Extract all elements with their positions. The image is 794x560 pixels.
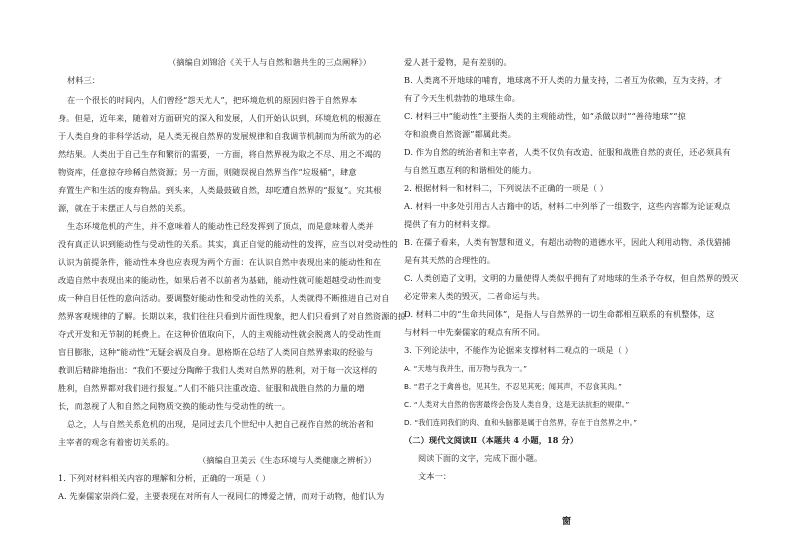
question-1-option-b: B. 人类离不开地球的哺育，地球离不开人类的力量支持，二者互为依赖，互为支持，才 [404,75,723,85]
text-line: 长，而忽视了人和自然之间物质交换的能动性与受动性的统一。 [58,401,291,411]
text-one-label: 文本一： [418,471,452,481]
text-line: 教训后精辟地指出：“我们不要过分陶醉于我们人类对自然界的胜利，对于每一次这样的 [58,365,378,375]
text-line: 有了今天生机勃勃的地球生命。 [404,93,521,103]
text-line: 源，就在于未摆正人与自然的关系。 [58,203,191,213]
question-2-option-d: D. 材料二中的“生命共同体”，是指人与自然界的一切生命都相互联系的有机整体，这 [404,309,715,319]
section-heading-reading-2: （二）现代文阅读Ⅱ（本题共 4 小题，18 分） [404,435,579,445]
question-1-option-a: A. 先秦儒家崇尚仁爱，主要表现在对所有人一视同仁的博爱之情，而对于动物，他们认为 [58,491,385,501]
text-line: 身。但是，近年来，随着对方面研究的深入和发展，人们开始认识到，环境危机的根源在 [58,113,382,123]
text-line: 弃置生产和生活的废弃物品。到头来，人类最鼓破自然，却吃遭自然界的“报复”。究其根 [58,185,382,195]
text-line: 主宰者的观念有着密切关系的。 [58,437,175,447]
text-line: 胜利，自然界都对我们进行报复。”人们不能只注重改造、征服和战胜自然的力量的增 [58,383,365,393]
text-line: 然结果。人类出于自己生存和繁衍的需要，一方面，将自然界视为取之不尽、用之不竭的 [58,149,382,159]
text-line: 夺和浪费自然资源”都属此类。 [404,129,517,139]
text-line: 与材料一中先秦儒家的观点有所不同。 [404,327,545,337]
question-2-option-c: C. 人类创造了文明，文明的力量使得人类似乎拥有了对地球的生杀予夺权，但自然界的毁灭 [404,273,739,283]
question-1-option-d: D. 作为自然的统治者和主宰者，人类不仅负有改造、征服和战胜自然的责任，还必须具有 [404,147,731,157]
section-heading-material-3: 材料三： [67,75,101,85]
text-line: 与自然互惠互利的和谐相处的能力。 [404,165,537,175]
text-line: 成一种自目任性的意向活动。要调整好能动性和受动性的关系，人类就得不断推进自己对自 [58,293,390,303]
source-note-1: （摘编自刘锦洽《关于人与自然和谐共生的三点阐释》） [168,57,372,67]
text-line: 总之，人与自然关系危机的出现，是同过去几个世纪中人把自己视作自然的统治者和 [67,419,374,429]
question-3-option-b: B. “君子之于禽兽也，见其生，不忍见其死；闻其声，不忍食其肉。” [404,382,622,391]
instruction-text: 阅读下面的文字，完成下面小题。 [418,453,543,463]
question-1-option-c: C. 材料三中“能动性”主要指人类的主观能动性，如“杀做以时”“善待地球”“掠 [404,111,686,121]
text-line: 认识为前提条件，能动性本身也应表现为两个方面：在认识自然中表现出来的能动性和在 [58,257,382,267]
question-2: 2. 根据材料一和材料二，下列说法不正确的一项是（ ） [404,183,609,193]
text-line: 生态环境危机的产生，并不意味着人的能动性已经发挥到了顶点，而是意味着人类并 [67,221,374,231]
text-line: 没有真正认识到能动性与受动性的关系。其实，真正自觉的能动性的发挥，应当以对受动性的 [58,239,398,249]
question-3-option-d: D. “我们连同我们的肉、血和头脑都是属于自然界，存在于自然界之中。” [404,418,638,427]
question-2-option-a: A. 材料一中多处引用古人古籍中的话，材料二中列举了一组数字，这些内容都为论证观点 [404,201,731,211]
question-2-option-b: B. 在孺子看来，人类有智慧和道义，有超出动物的道德水平，因此人利用动物、杀伐猎捕 [404,237,731,247]
text-line: 然界客观规律的了解。长期以来，我们往往只看到片面性现象，把人们只看到了对自然资源的掠 [58,311,407,321]
text-line: 于人类自身的非科学活动，是人类无视自然界的发展规律和自我调节机制而为所欲为的必 [58,131,382,141]
text-line: 物资库，任意掠夺珍稀自然资源；另一方面，则随误视自然界当作“垃圾桶”，肆意 [58,167,357,177]
text-line: 盲目膨胀，这种“能动性”无疑会祸及自身。恩格斯在总结了人类同自然界索取的经验与 [58,347,374,357]
source-note-2: （摘编自卫美云《生态环境与人类健康之辨析》） [198,455,377,465]
question-3: 3. 下列论法中，不能作为论据来支撑材料二观点的一项是（ ） [404,345,633,355]
text-line: 必定带来人类的毁灭，二者命运与共。 [404,291,545,301]
text-line: 爱人甚于爱物，是有差别的。 [404,57,512,67]
question-1: 1. 下列对材料相关内容的理解和分析，正确的一项是（ ） [58,473,271,483]
text-line: 是有其天然的合理性的。 [404,255,496,265]
text-line: 夺式开发和无节制的耗费上。在这种价值取向下，人的主观能动性就会脱离人的受动性而 [58,329,382,339]
question-3-option-a: A. “天地与我并生，而万物与我为一。” [404,364,528,373]
text-line: 提供了有力的材料支撑。 [404,219,496,229]
text-line: 改造自然中表现出来的能动性，如果后者不以前者为基础，能动性就可能超越受动性而变 [58,275,382,285]
text-line: 在一个很长的时间内，人们曾经“怨天尤人”，把环境危机的原因归咎于自然界本 [67,95,358,105]
footer-glyph: 窗 [562,517,572,527]
question-3-option-c: C. “人类对大自然的伤害最终会伤及人类自身，这是无法抗拒的规律。” [404,400,630,409]
